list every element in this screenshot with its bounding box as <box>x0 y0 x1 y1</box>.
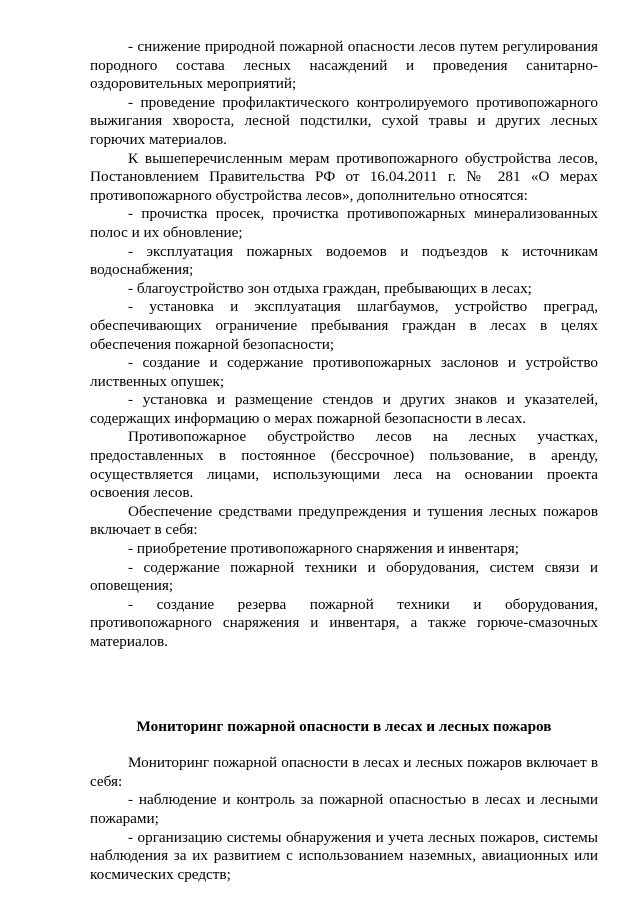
paragraph: - наблюдение и контроль за пожарной опасностью в лесах и лесными пожарами; <box>90 791 598 827</box>
section-heading: Мониторинг пожарной опасности в лесах и лесных пожаров <box>136 717 552 735</box>
paragraph: - создание резерва пожарной техники и оборудования, противопожарного снаряжения и инвентаря, а также горюче-смазочных материалов. <box>90 595 598 650</box>
paragraph: - проведение профилактического контролируемого противопожарного выжигания хвороста, лесной подстилки, сухой травы и других лесных горючих материалов. <box>90 93 598 148</box>
paragraph: - эксплуатация пожарных водоемов и подъездов к источникам водоснабжения; <box>90 242 598 279</box>
paragraph: Обеспечение средствами предупреждения и тушения лесных пожаров включает в себя: <box>90 502 598 539</box>
paragraph: - снижение природной пожарной опасности лесов путем регулирования породного состава лесных насаждений и проведения санитарно-оздоровительных мероприятий; <box>90 38 598 93</box>
section-fire-prevention-measures <box>90 38 598 652</box>
paragraph: Противопожарное обустройство лесов на лесных участках, предоставленных в постоянное (бессрочное) пользование, в аренду, осуществляется лицами, использующими леса на основании проекта освоения лесов. <box>90 428 598 502</box>
paragraph: - прочистка просек, прочистка противопожарных минерализованных полос и их обновление; <box>90 205 598 241</box>
paragraph: - содержание пожарной техники и оборудования, систем связи и оповещения; <box>90 558 598 595</box>
paragraph: - установка и размещение стендов и других знаков и указателей, содержащих информацию о мерах пожарной безопасности в лесах. <box>90 391 598 427</box>
paragraph: - благоустройство зон отдыха граждан, пребывающих в лесах; <box>128 279 532 297</box>
paragraph: Мониторинг пожарной опасности в лесах и лесных пожаров включает в себя: <box>90 754 598 790</box>
paragraph: - организацию системы обнаружения и учета лесных пожаров, системы наблюдения за их развитием с использованием наземных, авиационных или космических средств; <box>90 828 598 883</box>
paragraph: К вышеперечисленным мерам противопожарного обустройства лесов, Постановлением Правительства РФ от 16.04.2011 г. № 281 «О мерах противопожарного обустройства лесов», дополнительно относятся: <box>90 149 598 204</box>
section-monitoring <box>90 754 598 884</box>
paragraph: - создание и содержание противопожарных заслонов и устройство лиственных опушек; <box>90 354 598 390</box>
paragraph: - приобретение противопожарного снаряжения и инвентаря; <box>128 540 519 558</box>
paragraph: - установка и эксплуатация шлагбаумов, устройство преград, обеспечивающих ограничение пребывания граждан в лесах в целях обеспечения пожарной безопасности; <box>90 298 598 353</box>
